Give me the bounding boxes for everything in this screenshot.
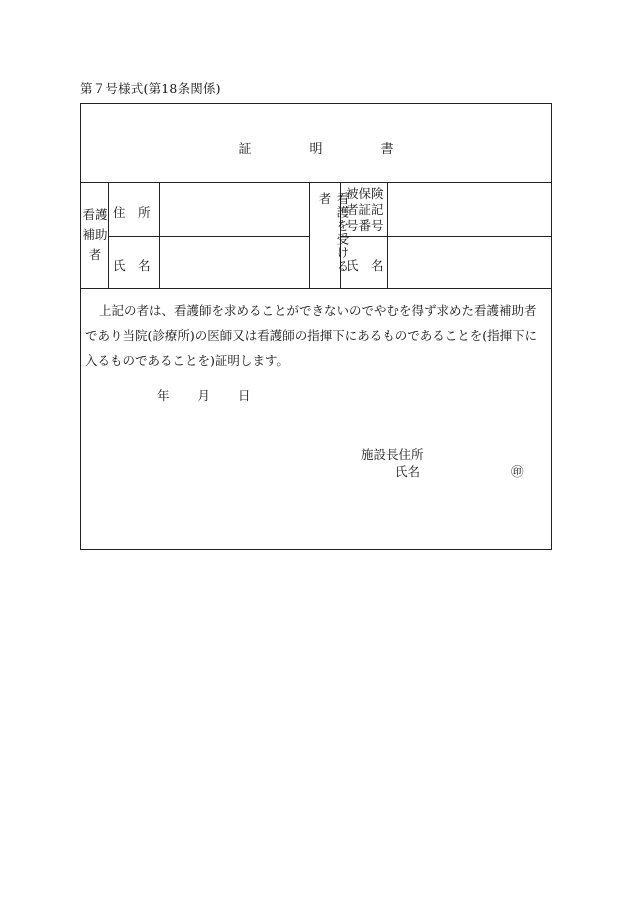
assistant-label-line: 補助 (82, 227, 108, 242)
insurance-label-line: 号番号 (346, 218, 384, 233)
facility-head-name-label: 氏名 (395, 464, 421, 479)
certificate-text: 上記の者は、看護師を求めることができないのでやむを得ず求めた看護補助者であり当院(診療所)の医師又は看護師の指揮下にあるものであることを(指揮下に入るものであることを)証明します。 (85, 303, 538, 368)
day-label: 日 (238, 388, 251, 403)
assistant-address-field[interactable] (160, 183, 308, 235)
title-char-2: 明 (309, 142, 323, 157)
care-receiver-label: 看護を受ける者 (317, 192, 350, 273)
title-char-3: 書 (380, 142, 394, 157)
certificate-form (80, 103, 552, 550)
year-label: 年 (157, 388, 170, 403)
assistant-name-field[interactable] (160, 237, 308, 287)
divider (309, 182, 310, 288)
title-char-1: 証 (238, 142, 252, 157)
receiver-name-label: 氏 名 (346, 258, 384, 273)
insurance-label-line: 被保険 (346, 186, 384, 201)
receiver-name-field[interactable] (388, 237, 550, 287)
form-number: 第７号様式(第18条関係) (80, 81, 221, 96)
divider (81, 288, 551, 289)
insurance-label-line: 者証記 (346, 202, 384, 217)
assistant-label (82, 205, 108, 265)
facility-head-address-label: 施設長住所 (361, 447, 424, 462)
month-label: 月 (197, 388, 211, 403)
assistant-label-line: 看護 (82, 207, 108, 222)
insurance-number-label (346, 186, 384, 234)
address-label: 住 所 (113, 205, 151, 220)
date-line (157, 386, 275, 404)
insurance-number-field[interactable] (388, 183, 550, 235)
certificate-title (81, 138, 551, 157)
name-label: 氏 名 (113, 258, 151, 273)
divider (108, 182, 109, 288)
assistant-label-line: 者 (88, 247, 102, 262)
seal-mark: ㊞ (511, 464, 524, 479)
